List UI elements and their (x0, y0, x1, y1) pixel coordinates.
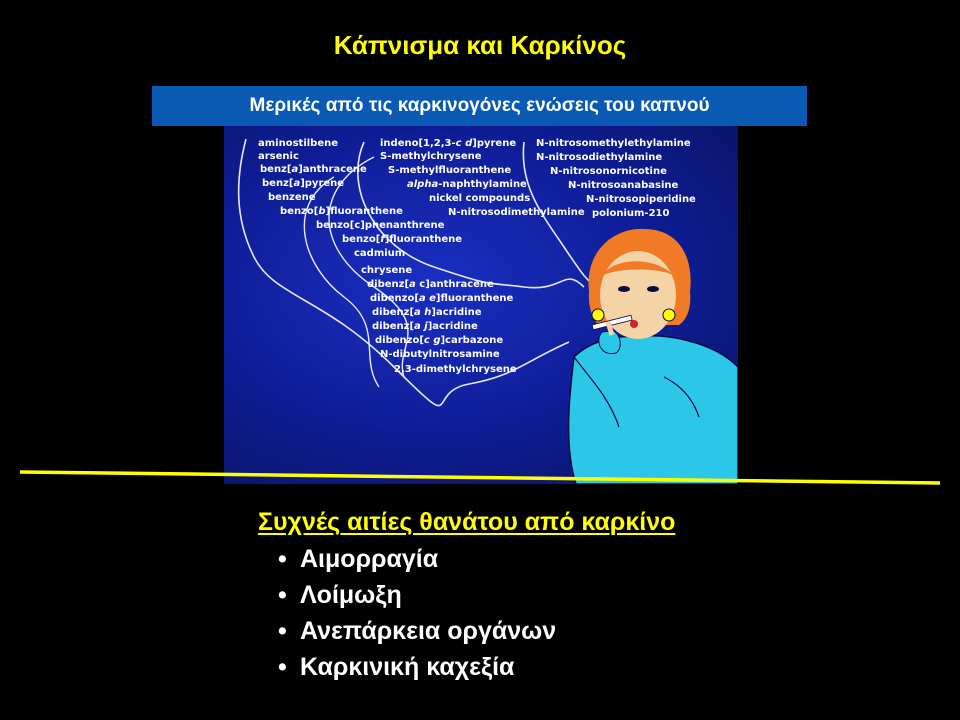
chem-item: alpha-naphthylamine (407, 179, 527, 190)
list-item: • Καρκινική καχεξία (278, 653, 515, 681)
chem-item: benzene (268, 192, 316, 203)
chem-item: S-methylchrysene (380, 151, 482, 162)
list-item: • Λοίμωξη (278, 581, 402, 609)
chem-item: N-nitrosopiperidine (586, 194, 696, 205)
causes-heading: Συχνές αιτίες θανάτου από καρκίνο (258, 508, 676, 536)
chem-item: dibenzo[c g]carbazone (375, 335, 504, 346)
chem-item: nickel compounds (429, 193, 531, 204)
chem-item: benzo[f]fluoranthene (342, 234, 463, 245)
chem-item: chrysene (361, 265, 413, 276)
chem-item: benzo[b]fluoranthene (280, 206, 403, 217)
chem-item: N-nitrosoanabasine (568, 180, 679, 191)
chem-item: benz[a]pyrene (262, 178, 345, 189)
chem-item: benzo[c]phenanthrene (316, 220, 445, 231)
causes-list (258, 541, 675, 685)
chem-item: benz[a]anthracene (260, 164, 367, 175)
chem-item: dibenzo[a e]fluoranthene (370, 293, 514, 304)
chem-item: 2,3-dimethylchrysene (394, 364, 517, 375)
chem-item: N-nitrosodiethylamine (536, 152, 663, 163)
list-item: • Αιμορραγία (278, 545, 439, 573)
chem-item: arsenic (258, 151, 299, 162)
chem-item: dibenz[a j]acridine (372, 321, 478, 332)
chem-item: N-dibutylnitrosamine (380, 349, 500, 360)
chem-item: aminostilbene (258, 138, 339, 149)
causes-section (258, 508, 675, 685)
chem-item: N-nitrosodimethylamine (448, 207, 585, 218)
chem-item: N-nitrosomethylethylamine (536, 138, 691, 149)
chem-item: cadmium (354, 248, 406, 259)
chem-item: polonium-210 (592, 208, 670, 219)
chem-item: dibenz[a h]acridine (372, 307, 482, 318)
slide-title: Κάπνισμα και Καρκίνος (333, 30, 627, 60)
list-item: • Ανεπάρκεια οργάνων (278, 617, 557, 645)
chem-item: S-methylfluoranthene (388, 165, 512, 176)
chem-item: dibenz[a c]anthracene (367, 279, 494, 290)
chem-item: indeno[1,2,3-c d]pyrene (380, 138, 517, 149)
subtitle-banner: Μερικές από τις καρκινογόνες ενώσεις του καπνού (152, 86, 807, 126)
chem-item: N-nitrosonornicotine (550, 166, 667, 177)
